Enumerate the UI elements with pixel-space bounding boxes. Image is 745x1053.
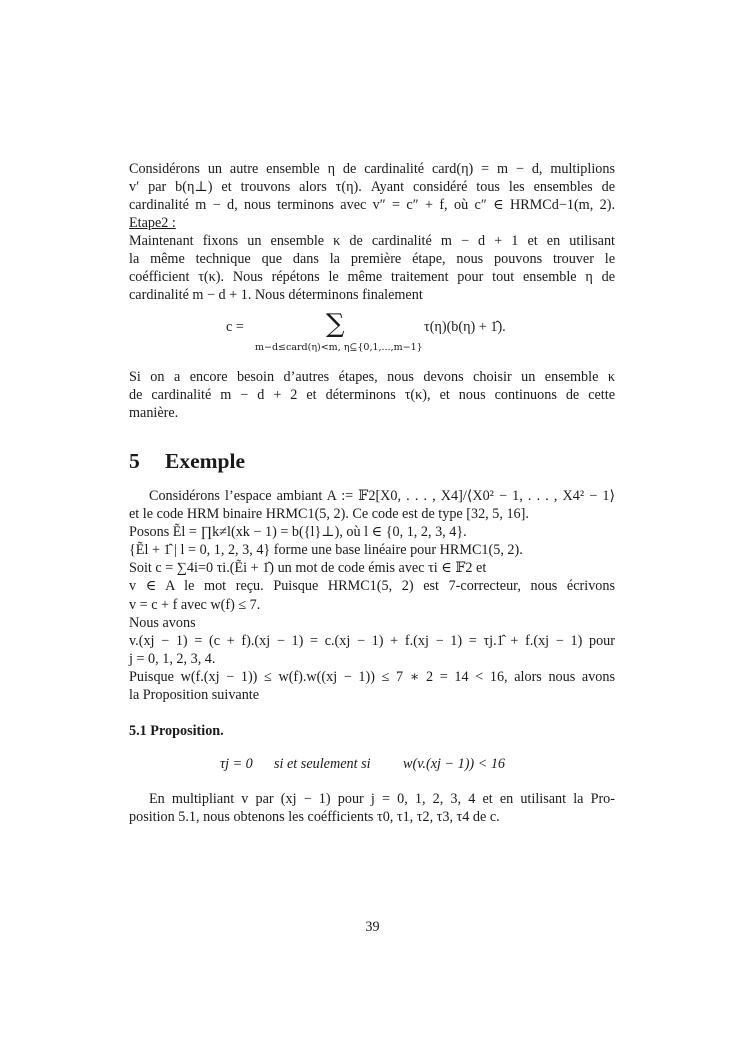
section-heading — [129, 449, 245, 473]
text-line: manière. — [129, 405, 179, 422]
text-line: et le code HRM binaire HRMC1(5, 2). Ce code est de type [32, 5, 16]. — [129, 506, 529, 523]
text-line: Puisque w(f.(xj − 1)) ≤ w(f).w((xj − 1)) ≤ 7 ∗ 2 = 14 < 16, alors nous avons — [129, 668, 615, 685]
step2-label: Etape2 : — [129, 215, 176, 232]
paragraph-5 — [129, 790, 615, 826]
proposition-rhs: w(v.(xj − 1)) < 16 — [403, 756, 506, 772]
text-line: v′ par b(η⊥) et trouvons alors τ(η). Ayant considéré tous les ensembles de — [129, 179, 615, 196]
text-line: Considérons un autre ensemble η de cardinalité card(η) = m − d, multiplions — [129, 161, 615, 177]
section-number: 5 — [129, 449, 140, 473]
text-line: En multipliant v par (xj − 1) pour j = 0, 1, 2, 3, 4 et en utilisant la Pro- — [149, 791, 615, 807]
paragraph-3 — [129, 368, 615, 422]
paragraph-2 — [129, 232, 615, 304]
equation-rhs: τ(η)(b(η) + 1̂). — [424, 319, 506, 335]
text-line: Maintenant fixons un ensemble κ de cardinalité m − d + 1 et en utilisant — [129, 233, 615, 249]
paragraph-4 — [129, 487, 615, 704]
proposition-middle: si et seulement si — [274, 756, 371, 772]
subsection-title: 5.1 Proposition. — [129, 723, 224, 739]
text-line: cardinalité m − d + 1. Nous déterminons finalement — [129, 287, 423, 304]
paragraph-1 — [129, 160, 615, 232]
text-line: Soit c = ∑4i=0 τi.(Ẽi + 1̂) un mot de code émis avec τi ∈ 𝔽2 et — [129, 560, 487, 577]
text-line: j = 0, 1, 2, 3, 4. — [129, 650, 216, 667]
text-line: la même technique que dans la première étape, nous pouvons trouver le — [129, 251, 615, 268]
sum-subscript: m−d≤card(η)<m, η⊆{0,1,...,m−1} — [255, 342, 423, 353]
proposition-lhs: τj = 0 — [220, 756, 253, 772]
text-line: la Proposition suivante — [129, 687, 260, 704]
text-line: Si on a encore besoin d’autres étapes, nous devons choisir un ensemble κ — [129, 369, 615, 385]
text-line: position 5.1, nous obtenons les coéfficients τ0, τ1, τ2, τ3, τ4 de c. — [129, 809, 500, 826]
section-title: Exemple — [165, 449, 246, 473]
text-line: Considérons l’espace ambiant A := 𝔽2[X0, . . . , X4]/⟨X0² − 1, . . . , X4² − 1⟩ — [149, 488, 615, 504]
text-line: {Ẽl + 1̂ | l = 0, 1, 2, 3, 4} forme une base linéaire pour HRMC1(5, 2). — [129, 542, 523, 559]
text-line: Nous avons — [129, 614, 196, 631]
sum-symbol: ∑ — [326, 309, 345, 339]
text-line: cardinalité m − d, nous terminons avec v″ = c″ + f, où c″ ∈ HRMCd−1(m, 2). — [129, 197, 615, 214]
text-line: v = c + f avec w(f) ≤ 7. — [129, 596, 261, 613]
text-line: Posons Ẽl = ∏k≠l(xk − 1) = b({l}⊥), où l ∈ {0, 1, 2, 3, 4}. — [129, 524, 467, 541]
text-line: coéfficient τ(κ). Nous répétons le même traitement pour tout ensemble η de — [129, 269, 615, 286]
text-line: de cardinalité m − d + 2 et déterminons τ(κ), et nous continuons de cette — [129, 387, 615, 404]
text-line: v.(xj − 1) = (c + f).(xj − 1) = c.(xj − 1) + f.(xj − 1) = τj.1̂ + f.(xj − 1) pour — [129, 632, 615, 649]
page-number: 39 — [365, 919, 380, 935]
equation-lhs: c = — [226, 319, 244, 335]
text-line: v ∈ A le mot reçu. Puisque HRMC1(5, 2) est 7-correcteur, nous écrivons — [129, 578, 615, 595]
